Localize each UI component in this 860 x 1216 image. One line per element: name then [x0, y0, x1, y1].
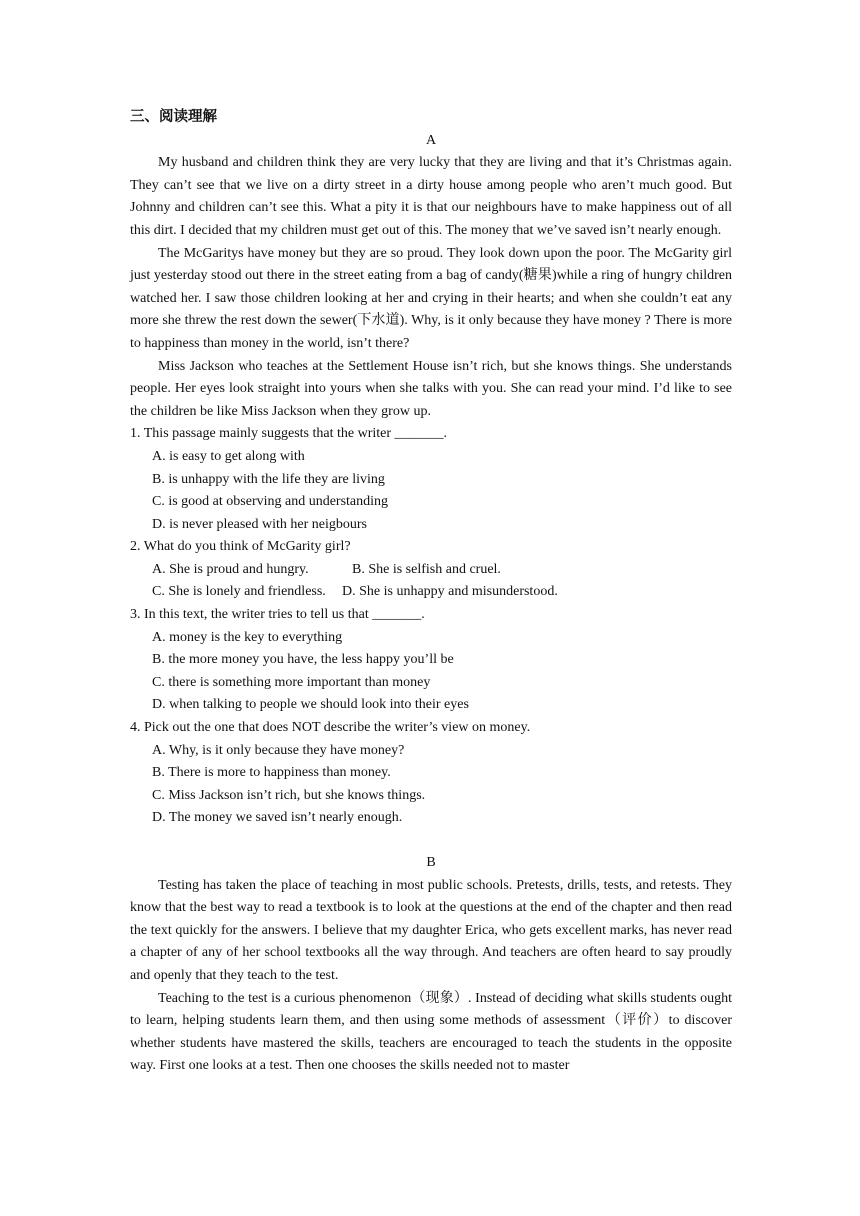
question-3-stem: 3. In this text, the writer tries to tell us that _______.: [130, 607, 425, 623]
question-1-option-b: B. is unhappy with the life they are living: [152, 471, 385, 487]
section-spacer: [130, 830, 732, 852]
passage-b-paragraph-2: Teaching to the test is a curious phenomenon（现象）. Instead of deciding what skills students ought to learn, helping students learn them, and then using some methods of assessment（评价）to discover whether students have mastered the skills, teachers are encouraged to teach the students in the opposite way. First one looks at a test. Then one chooses the skills needed not to master: [130, 990, 732, 1074]
question-4-stem: 4. Pick out the one that does NOT describe the writer’s view on money.: [130, 720, 531, 736]
question-3-option-c: C. there is something more important than money: [152, 674, 431, 690]
question-4-option-d: D. The money we saved isn’t nearly enough.: [152, 810, 403, 826]
question-2-option-b: B. She is selfish and cruel.: [352, 561, 501, 577]
question-2-option-d: D. She is unhappy and misunderstood.: [342, 584, 558, 600]
document-page: [130, 106, 732, 1078]
section-heading: 三、阅读理解: [130, 109, 217, 125]
passage-b-letter: B: [426, 855, 436, 870]
question-2-options-row-1: [152, 559, 732, 582]
passage-a-paragraph-3: Miss Jackson who teaches at the Settlement House isn’t rich, but she knows things. She understands people. Her eyes look straight into yours when she talks with you. She can read your mind. I’d like to see the children be like Miss Jackson when they grow up.: [130, 358, 732, 419]
question-3-option-b: B. the more money you have, the less happy you’ll be: [152, 652, 454, 668]
question-2-stem: 2. What do you think of McGarity girl?: [130, 539, 351, 555]
question-4-option-a: A. Why, is it only because they have money?: [152, 742, 405, 758]
question-2-option-a: A. She is proud and hungry.: [152, 561, 309, 577]
question-3-option-d: D. when talking to people we should look into their eyes: [152, 697, 469, 713]
question-2-option-c: C. She is lonely and friendless.: [152, 584, 326, 600]
question-4-option-b: B. There is more to happiness than money.: [152, 765, 391, 781]
question-1-stem: 1. This passage mainly suggests that the writer _______.: [130, 426, 448, 442]
question-4-option-c: C. Miss Jackson isn’t rich, but she knows things.: [152, 787, 426, 803]
question-1-option-c: C. is good at observing and understanding: [152, 494, 389, 510]
question-3-option-a: A. money is the key to everything: [152, 629, 343, 645]
passage-a-paragraph-2: The McGaritys have money but they are so proud. They look down upon the poor. The McGarity girl just yesterday stood out there in the street eating from a bag of candy(糖果)while a ring of hungry children watched her. I saw those children looking at her and crying in their hearts; and when she couldn’t eat any more she threw the rest down the sewer(下水道). Why, is it only because they have money ? There is more to happiness than money in the world, isn’t there?: [130, 245, 732, 351]
passage-b-paragraph-1: Testing has taken the place of teaching in most public schools. Pretests, drills, tests, and retests. They know that the best way to read a textbook is to look at the questions at the end of the chapter and then read the text quickly for the answers. I believe that my daughter Erica, who gets excellent marks, has never read a chapter of any of her school textbooks all the way through. And teachers are often heard to say proudly and openly that they teach to the test.: [130, 877, 732, 983]
question-1-option-a: A. is easy to get along with: [152, 448, 305, 464]
passage-a-paragraph-1: My husband and children think they are very lucky that they are living and that it’s Christmas again. They can’t see that we live on a dirty street in a dirty house among people who aren’t much good. But Johnny and children can’t see this. What a pity it is that our neighbours have to make happiness out of all this dirt. I decided that my children must get out of this. The money that we’ve saved isn’t nearly enough.: [130, 155, 732, 238]
question-2-options-row-2: [152, 581, 732, 604]
passage-a-letter: A: [425, 132, 437, 148]
question-1-option-d: D. is never pleased with her neigbours: [152, 516, 367, 532]
